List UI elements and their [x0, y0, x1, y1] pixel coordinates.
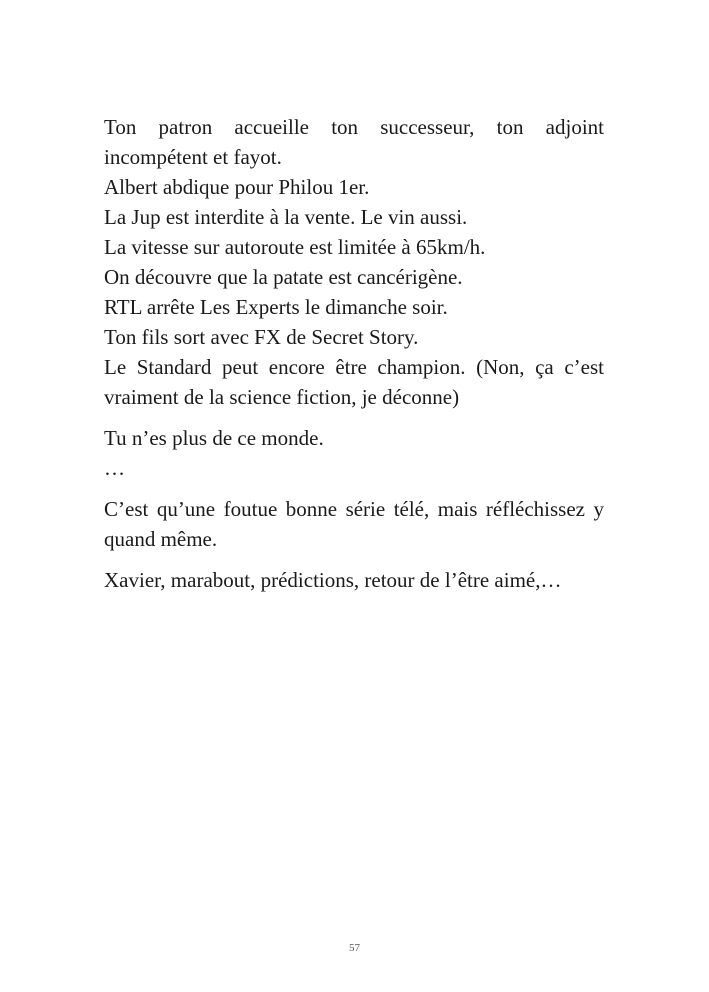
body-text: [104, 112, 604, 595]
line-vitesse: La vitesse sur autoroute est limitée à 65km/h.: [104, 235, 486, 259]
line-ellipsis: …: [104, 456, 125, 480]
line-jup: La Jup est interdite à la vente. Le vin aussi.: [104, 205, 468, 229]
line-monde: Tu n’es plus de ce monde.: [104, 426, 324, 450]
paragraph-list: [104, 112, 604, 412]
line-rtl: RTL arrête Les Experts le dimanche soir.: [104, 295, 448, 319]
line-albert: Albert abdique pour Philou 1er.: [104, 175, 370, 199]
line-fils: Ton fils sort avec FX de Secret Story.: [104, 325, 419, 349]
page-number: 57: [349, 942, 360, 954]
paragraph-monde: [104, 423, 604, 483]
line-patate: On découvre que la patate est cancérigène.: [104, 265, 463, 289]
paragraph-serie: C’est qu’une foutue bonne série télé, mais réfléchissez y quand même.: [104, 497, 604, 551]
paragraph-xavier: Xavier, marabout, prédictions, retour de l’être aimé,…: [104, 568, 562, 592]
line-patron: Ton patron accueille ton successeur, ton adjoint incompétent et fayot.: [104, 115, 604, 169]
line-standard: Le Standard peut encore être champion. (Non, ça c’est vraiment de la science fiction, je déconne): [104, 355, 604, 409]
